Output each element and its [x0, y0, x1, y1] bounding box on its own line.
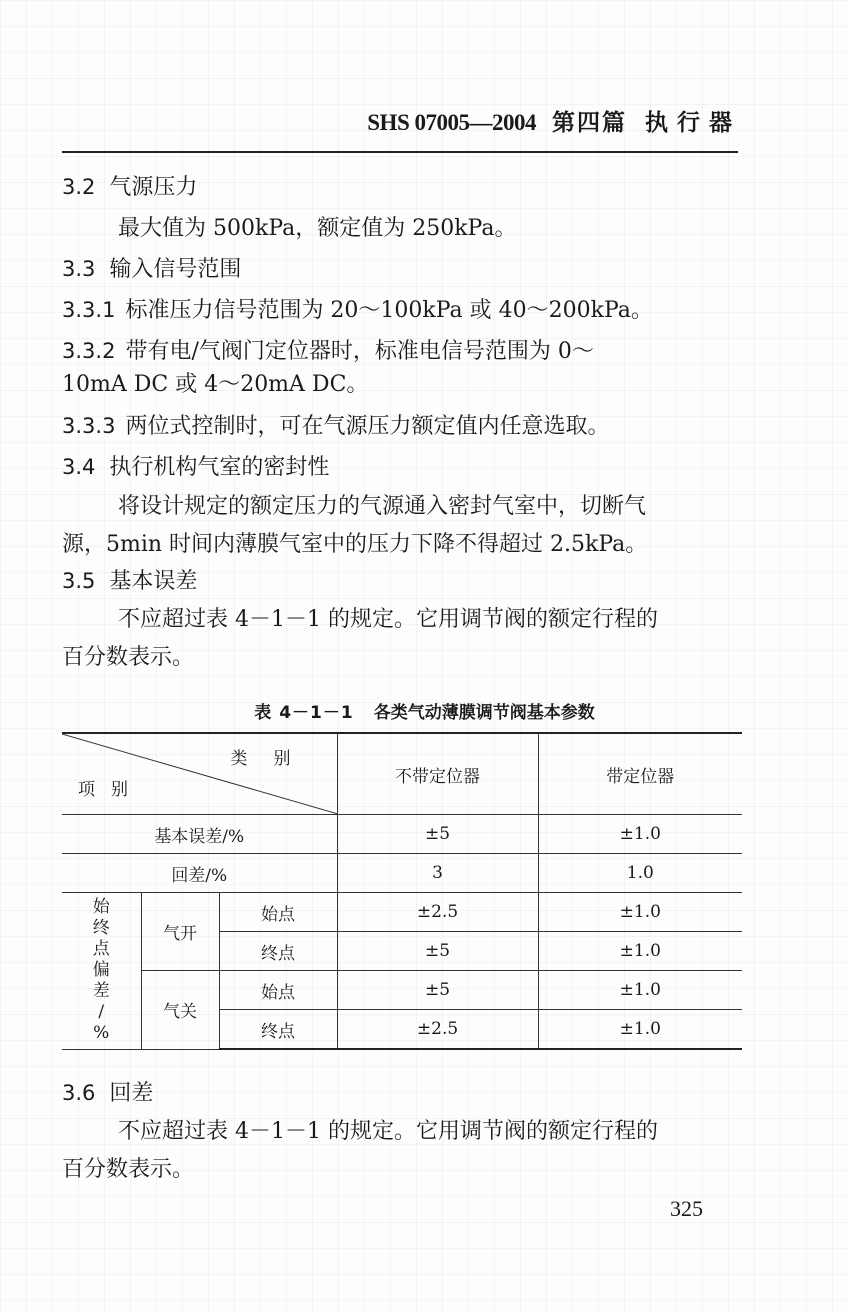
section-3-2-body: 最大值为 500kPa，额定值为 250kPa。: [118, 216, 517, 241]
table-row: [62, 971, 742, 1010]
close-end-with-positioner: ±1.0: [538, 1010, 742, 1050]
table-title: 各类气动薄膜调节阀基本参数: [373, 703, 595, 723]
parameters-table: [62, 732, 742, 1050]
header-divider: [62, 151, 738, 153]
table-number: 表 4－1－1: [254, 703, 354, 723]
close-start-with-positioner: ±1.0: [538, 971, 742, 1010]
close-start-label: 始点: [219, 971, 337, 1010]
header-no-positioner: 不带定位器: [337, 733, 538, 815]
section-3-3-1: 3.3.1 标准压力信号范围为 20～100kPa 或 40～200kPa。: [62, 298, 653, 323]
open-end-no-positioner: ±5: [337, 932, 538, 971]
close-start-no-positioner: ±5: [337, 971, 538, 1010]
open-start-with-positioner: ±1.0: [538, 893, 742, 932]
section-3-3-2-line1: 3.3.2 带有电/气阀门定位器时，标准电信号范围为 0～: [62, 339, 594, 364]
running-header: [367, 104, 741, 137]
diagonal-header-cell: [62, 733, 337, 815]
table-header-row: [62, 733, 742, 815]
section-3-2-heading: 3.2 气源压力: [62, 175, 198, 200]
header-item-label: 项别: [78, 780, 144, 800]
table-caption: [0, 698, 849, 723]
section-3-4-heading: 3.4 执行机构气室的密封性: [62, 455, 330, 480]
open-start-label: 始点: [219, 893, 337, 932]
page-number: 325: [670, 1196, 703, 1221]
open-end-with-positioner: ±1.0: [538, 932, 742, 971]
section-3-5-body-line1: 不应超过表 4－1－1 的规定。它用调节阀的额定行程的: [118, 607, 658, 632]
hysteresis-with-positioner: 1.0: [538, 854, 742, 893]
air-open-label: 气开: [141, 893, 219, 971]
section-3-3-3: 3.3.3 两位式控制时，可在气源压力额定值内任意选取。: [62, 414, 610, 439]
air-close-label: 气关: [141, 971, 219, 1050]
section-3-6-body-line2: 百分数表示。: [62, 1157, 195, 1182]
header-with-positioner: 带定位器: [538, 733, 742, 815]
section-3-4-body-line2: 源，5min 时间内薄膜气室中的压力下降不得超过 2.5kPa。: [62, 532, 648, 557]
close-end-label: 终点: [219, 1010, 337, 1050]
table-row: [62, 815, 742, 854]
table-row: [62, 893, 742, 932]
table-row: [62, 854, 742, 893]
hysteresis-no-positioner: 3: [337, 854, 538, 893]
section-3-6-heading: 3.6 回差: [62, 1081, 154, 1106]
section-3-3-2-line2: 10mA DC 或 4～20mA DC。: [62, 372, 369, 397]
open-end-label: 终点: [219, 932, 337, 971]
deviation-label-cell: [62, 893, 141, 1050]
basic-error-no-positioner: ±5: [337, 815, 538, 854]
close-end-no-positioner: ±2.5: [337, 1010, 538, 1050]
part-label: 第四篇: [552, 110, 627, 135]
part-title: 执行器: [645, 110, 741, 135]
row-label-hysteresis: 回差/%: [62, 854, 337, 893]
deviation-vertical-label: 始 终 点 偏 差 / %: [92, 897, 110, 1044]
section-3-5-body-line2: 百分数表示。: [62, 645, 195, 670]
header-category-label: 类别: [230, 749, 317, 769]
section-3-5-heading: 3.5 基本误差: [62, 569, 198, 594]
section-3-6-body-line1: 不应超过表 4－1－1 的规定。它用调节阀的额定行程的: [118, 1119, 658, 1144]
row-label-basic-error: 基本误差/%: [62, 815, 337, 854]
section-3-3-heading: 3.3 输入信号范围: [62, 257, 242, 282]
section-3-4-body-line1: 将设计规定的额定压力的气源通入密封气室中，切断气: [118, 494, 647, 519]
basic-error-with-positioner: ±1.0: [538, 815, 742, 854]
open-start-no-positioner: ±2.5: [337, 893, 538, 932]
standard-code: SHS 07005—2004: [367, 110, 536, 135]
